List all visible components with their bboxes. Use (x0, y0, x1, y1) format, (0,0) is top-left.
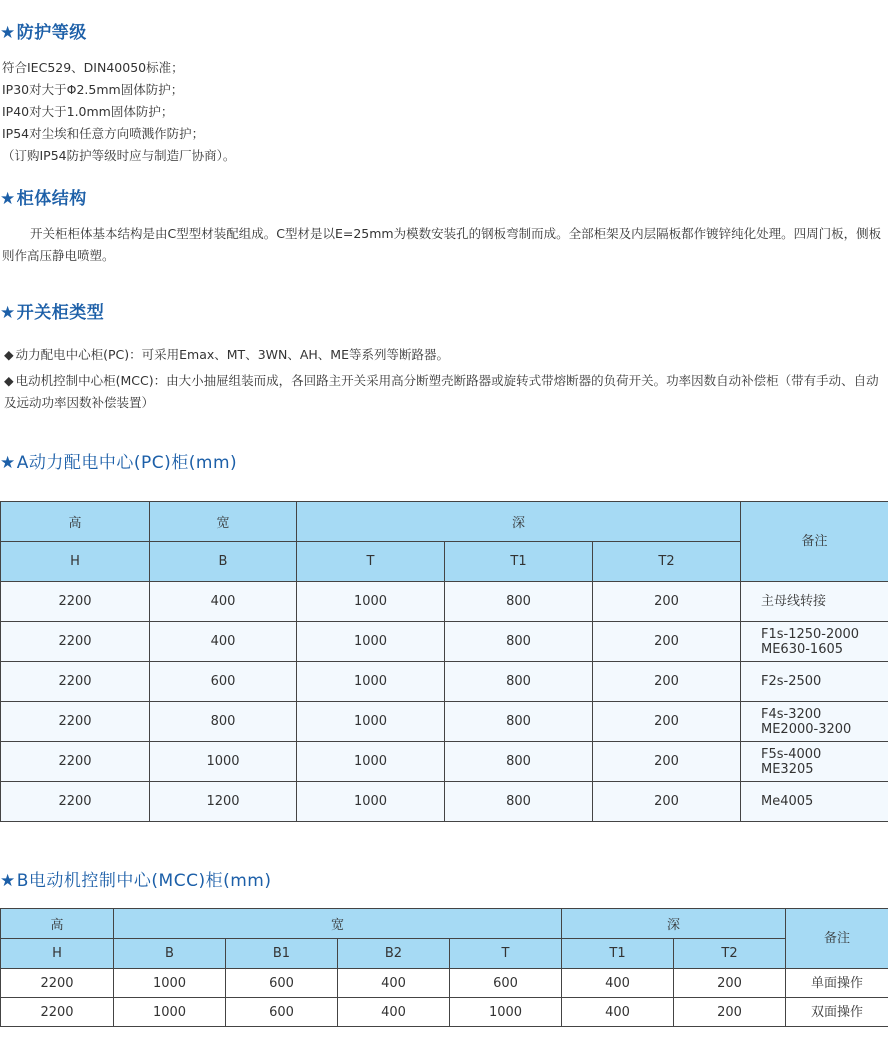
cell-T: 1000 (450, 998, 562, 1027)
cell-B: 800 (150, 702, 297, 742)
note-line: ME2000-3200 (761, 721, 852, 737)
cell-B: 400 (150, 582, 297, 622)
cell-T2: 200 (593, 622, 741, 662)
header-H: H (1, 939, 114, 969)
types-item-mcc (4, 370, 886, 414)
table-row (1, 662, 888, 702)
header-B: B (150, 542, 297, 582)
types-item-pc (4, 344, 886, 366)
note-line: Me4005 (761, 794, 814, 809)
cell-T1: 800 (445, 662, 593, 702)
cell-note: 单面操作 (786, 969, 888, 998)
header-high: 高 (1, 502, 150, 542)
cell-B: 1000 (150, 742, 297, 782)
protection-title-text: 防护等级 (16, 23, 87, 43)
header-B2: B2 (338, 939, 450, 969)
cell-T2: 200 (593, 702, 741, 742)
table-row (1, 969, 888, 998)
cell-T2: 200 (593, 742, 741, 782)
header-note: 备注 (786, 909, 888, 969)
protection-line: （订购IP54防护等级时应与制造厂协商）。 (2, 148, 236, 163)
header-high: 高 (1, 909, 114, 939)
table-b-title-text: B电动机控制中心(MCC)柜(mm) (16, 871, 272, 891)
header-wide: 宽 (150, 502, 297, 542)
header-deep: 深 (562, 909, 786, 939)
cell-B1: 600 (226, 998, 338, 1027)
header-B1: B1 (226, 939, 338, 969)
note-line: ME3205 (761, 761, 814, 777)
cell-T1: 800 (445, 782, 593, 822)
cell-T: 1000 (297, 702, 445, 742)
table-row (1, 998, 888, 1027)
cell-T1: 800 (445, 702, 593, 742)
cell-H: 2200 (1, 998, 114, 1027)
protection-spec-list (2, 57, 235, 167)
protection-line: 符合IEC529、DIN40050标准； (2, 60, 184, 75)
cell-note (741, 582, 888, 622)
star-icon: ★ (0, 871, 16, 891)
cell-T1: 800 (445, 582, 593, 622)
note-line: F4s-3200 (761, 706, 822, 722)
cell-H: 2200 (1, 742, 150, 782)
header-T: T (450, 939, 562, 969)
header-H: H (1, 542, 150, 582)
cell-T2: 200 (593, 662, 741, 702)
types-section-title (0, 298, 104, 323)
cell-T1: 400 (562, 998, 674, 1027)
table-row (1, 702, 888, 742)
cell-H: 2200 (1, 782, 150, 822)
cell-note: 双面操作 (786, 998, 888, 1027)
types-item-text: 动力配电中心柜(PC)：可采用Emax、MT、3WN、AH、ME等系列等断路器。 (15, 347, 449, 362)
cell-H: 2200 (1, 969, 114, 998)
table-row (1, 582, 888, 622)
table-row (1, 742, 888, 782)
types-item-text: 电动机控制中心柜(MCC)：由大小抽屉组装而成，各回路主开关采用高分断塑壳断路器或旋转式带熔断器的负荷开关。功率因数自动补偿柜（带有手动、自动及远动功率因数补偿装置） (4, 373, 879, 410)
star-icon: ★ (0, 303, 16, 323)
star-icon: ★ (0, 453, 16, 473)
protection-line: IP30对大于Φ2.5mm固体防护； (2, 82, 184, 97)
cell-T2: 200 (593, 782, 741, 822)
cell-T2: 200 (593, 582, 741, 622)
structure-title-text: 柜体结构 (16, 189, 87, 209)
table-b-title (0, 866, 271, 891)
header-T2: T2 (593, 542, 741, 582)
header-wide: 宽 (114, 909, 562, 939)
table-header-row (1, 939, 888, 969)
protection-line: IP40对大于1.0mm固体防护； (2, 104, 174, 119)
header-T: T (297, 542, 445, 582)
header-B: B (114, 939, 226, 969)
header-deep: 深 (297, 502, 741, 542)
cell-T1: 800 (445, 742, 593, 782)
protection-section-title (0, 18, 87, 43)
cell-H: 2200 (1, 662, 150, 702)
cell-note (741, 782, 888, 822)
table-a-title (0, 448, 237, 473)
cell-T2: 200 (674, 998, 786, 1027)
header-T2: T2 (674, 939, 786, 969)
diamond-bullet-icon: ◆ (4, 373, 14, 388)
cell-T2: 200 (674, 969, 786, 998)
cell-note (741, 662, 888, 702)
cell-H: 2200 (1, 582, 150, 622)
protection-line: IP54对尘埃和任意方向喷溅作防护； (2, 126, 205, 141)
note-line: 主母线转接 (761, 594, 827, 609)
cell-H: 2200 (1, 702, 150, 742)
header-T1: T1 (445, 542, 593, 582)
cell-T: 1000 (297, 782, 445, 822)
cell-B: 600 (150, 662, 297, 702)
cell-note (741, 702, 888, 742)
types-title-text: 开关柜类型 (16, 303, 105, 323)
note-line: ME630-1605 (761, 641, 844, 657)
note-line: F1s-1250-2000 (761, 626, 860, 642)
cell-T: 1000 (297, 662, 445, 702)
structure-section-title (0, 184, 87, 209)
header-note: 备注 (741, 502, 888, 582)
cell-H: 2200 (1, 622, 150, 662)
star-icon: ★ (0, 189, 16, 209)
cell-B2: 400 (338, 998, 450, 1027)
cell-T: 1000 (297, 742, 445, 782)
cell-T: 1000 (297, 582, 445, 622)
cell-B1: 600 (226, 969, 338, 998)
note-line: F5s-4000 (761, 746, 822, 762)
cell-note (741, 622, 888, 662)
cell-B: 1000 (114, 969, 226, 998)
cell-T: 1000 (297, 622, 445, 662)
cell-B2: 400 (338, 969, 450, 998)
table-header-row (1, 909, 888, 939)
cell-note (741, 742, 888, 782)
cell-T1: 800 (445, 622, 593, 662)
cell-B: 1200 (150, 782, 297, 822)
cell-B: 1000 (114, 998, 226, 1027)
table-a-pc-dimensions (0, 501, 888, 822)
diamond-bullet-icon: ◆ (4, 347, 14, 362)
star-icon: ★ (0, 23, 16, 43)
table-a-title-text: A动力配电中心(PC)柜(mm) (16, 453, 238, 473)
table-header-row (1, 502, 888, 542)
table-row (1, 782, 888, 822)
cell-B: 400 (150, 622, 297, 662)
cell-T1: 400 (562, 969, 674, 998)
cell-T: 600 (450, 969, 562, 998)
header-T1: T1 (562, 939, 674, 969)
table-row (1, 622, 888, 662)
table-b-mcc-dimensions (0, 908, 888, 1027)
structure-paragraph: 开关柜柜体基本结构是由C型型材装配组成。C型材是以E=25mm为模数安装孔的钢板弯制而成。全部柜架及内层隔板都作镀锌纯化处理。四周门板，侧板则作高压静电喷塑。 (2, 226, 882, 263)
note-line: F2s-2500 (761, 674, 822, 689)
